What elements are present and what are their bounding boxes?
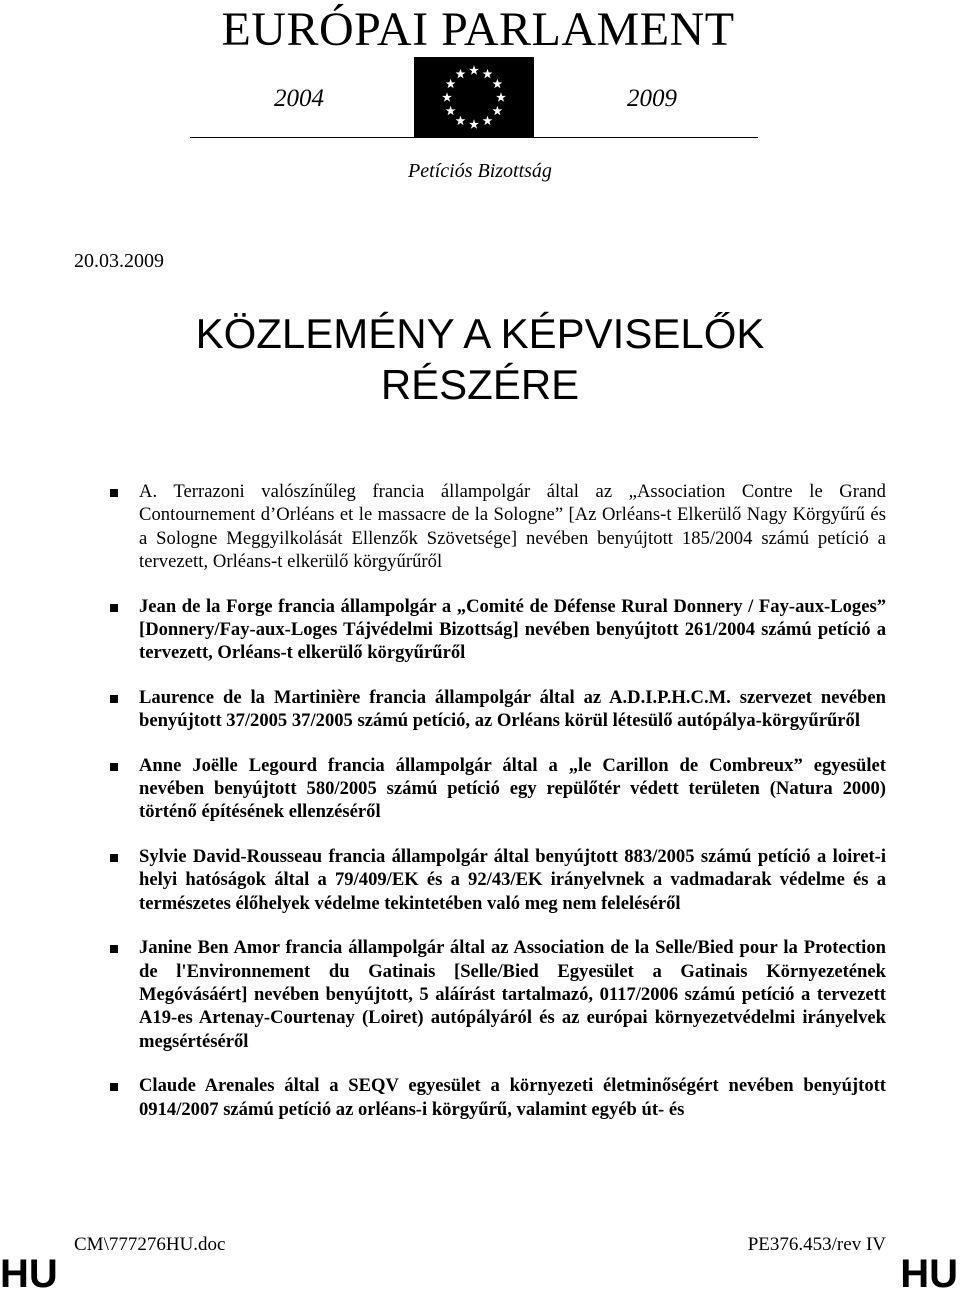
- square-bullet-icon: [110, 489, 118, 497]
- language-code-left: HU: [0, 1252, 58, 1296]
- header-divider: [190, 137, 758, 138]
- square-bullet-icon: [110, 854, 118, 862]
- petition-text: Claude Arenales által a SEQV egyesület a környezeti életminőségért nevében benyújtott 0914/2007 számú petíció az orléans-i körgyűrű, valamint egyéb út- és: [139, 1075, 886, 1120]
- committee-name: Petíciós Bizottság: [408, 160, 552, 182]
- notice-title-line-2: RÉSZÉRE: [380, 361, 580, 408]
- institution-title: EURÓPAI PARLAMENT: [221, 3, 735, 56]
- petition-text: Jean de la Forge francia állampolgár a „Comité de Défense Rural Donnery / Fay-aux-Loges” [Donnery/Fay-aux-Loges Tájvédelmi Bizottság] nevében benyújtott 261/2004 számú petíció a tervezett, Orléans-t elkerülő körgyűrűről: [139, 595, 886, 664]
- document-date: 20.03.2009: [74, 250, 164, 272]
- square-bullet-icon: [110, 604, 118, 612]
- petition-text: Anne Joëlle Legourd francia állampolgár által a „le Carillon de Combreux” egyesület nevében benyújtott 580/2005 számú petíció egy repülőtér védett területen (Natura 2000) történő építésének ellenzéséről: [139, 754, 886, 823]
- term-start-year: 2004: [274, 85, 324, 112]
- petition-item: [74, 595, 886, 665]
- petition-item: [74, 936, 886, 1053]
- square-bullet-icon: [110, 695, 118, 703]
- footer-document-reference: CM\777276HU.doc: [74, 1234, 226, 1255]
- petition-text: Laurence de la Martinière francia állampolgár által az A.D.I.P.H.C.M. szervezet nevében benyújtott 37/2005 37/2005 számú petíció, az Orléans körül létesülő autópálya-körgyűrűről: [139, 686, 886, 732]
- petition-item: [74, 845, 886, 915]
- footer-pe-reference: PE376.453/rev IV: [747, 1234, 886, 1255]
- petition-item: [74, 754, 886, 824]
- petition-item: [74, 686, 886, 733]
- petition-text: A. Terrazoni valószínűleg francia állampolgár által az „Association Contre le Grand Contournement d’Orléans et le massacre de la Sologne” [Az Orléans-t Elkerülő Nagy Körgyűrű és a Sologne Meggyilkolását Ellenzők Szövetsége] nevében benyújtott 185/2004 számú petíció a tervezett, Orléans-t elkerülő körgyűrűről: [139, 481, 886, 573]
- square-bullet-icon: [110, 945, 118, 953]
- petition-item: [74, 480, 886, 574]
- petition-list: [74, 480, 886, 1121]
- square-bullet-icon: [110, 1083, 118, 1091]
- petition-text: Janine Ben Amor francia állampolgár által az Association de la Selle/Bied pour la Protection de l'Environnement du Gatinais [Selle/Bied Egyesület a Gatinais Környezetének Megóvásáért] nevében benyújtott, 5 aláírást tartalmazó, 0117/2006 számú petíció a tervezett A19-es Artenay-Courtenay (Loiret) autópályáról és az európai környezetvédelmi irányelvek megsértéséről: [139, 937, 886, 1052]
- eu-flag-icon: [414, 57, 534, 138]
- notice-title: [0, 308, 960, 410]
- petition-item: [74, 1074, 886, 1121]
- language-code-right: HU: [900, 1252, 958, 1296]
- term-end-year: 2009: [627, 85, 677, 112]
- petition-text: Sylvie David-Rousseau francia állampolgár által benyújtott 883/2005 számú petíció a loiret-i helyi hatóságok által a 79/409/EK és a 92/43/EK irányelvnek a vadmadarak védelme és a természetes élőhelyek védelme tekintetében való meg nem feleléséről: [139, 845, 886, 914]
- square-bullet-icon: [110, 763, 118, 771]
- notice-title-line-1: KÖZLEMÉNY A KÉPVISELŐK: [195, 310, 765, 357]
